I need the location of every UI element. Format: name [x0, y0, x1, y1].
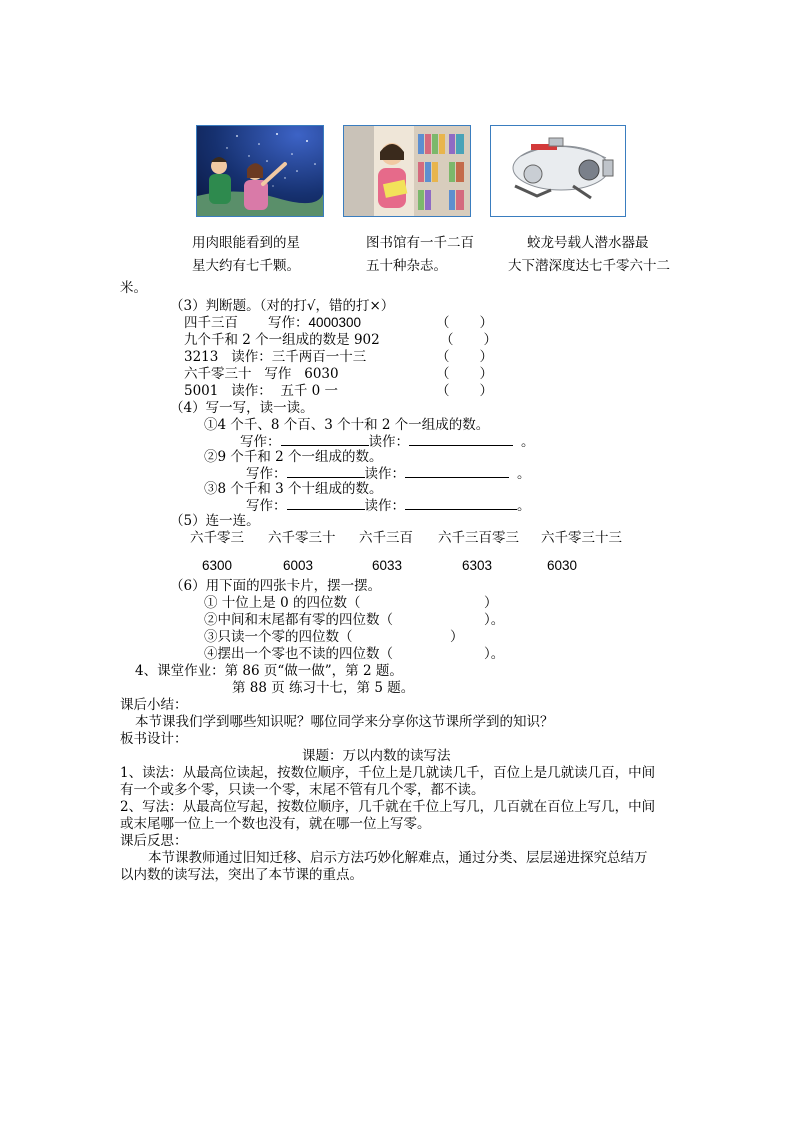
- connect-word[interactable]: 六千零三: [190, 530, 244, 546]
- connect-word[interactable]: 六千零三十三: [541, 530, 622, 546]
- stargazing-image: [196, 125, 324, 217]
- connect-number[interactable]: 6033: [372, 558, 403, 573]
- read-label: 读作：: [364, 466, 405, 482]
- write-question: ③8 个千和 3 个十组成的数。: [204, 481, 383, 497]
- write-label: 写作：: [240, 434, 281, 450]
- caption-submersible-2: 大下潜深度达七千零六十二: [508, 258, 670, 274]
- homework-line-2: 第 88 页 练习十七，第 5 题。: [232, 680, 415, 696]
- judge-answer-box[interactable]: （ ）: [436, 315, 494, 331]
- board-writing-rule-cont: 或末尾哪一位上一个数也没有，就在哪一位上写零。: [120, 816, 431, 832]
- cards-item-end: ）。: [484, 612, 505, 628]
- read-blank[interactable]: [405, 477, 509, 478]
- board-writing-rule: 2、写法：从最高位写起，按数位顺序，几千就在千位上写几，几百就在百位上写几，中间: [120, 799, 656, 815]
- judge-heading: （3）判断题。（对的打√，错的打×）: [170, 298, 395, 314]
- connect-number[interactable]: 6030: [547, 558, 578, 573]
- write-heading: （4）写一写，读一读。: [170, 400, 314, 416]
- reflection-line-1: 本节课教师通过旧知迁移、启示方法巧妙化解难点，通过分类、层层递进探究总结万: [148, 850, 648, 866]
- summary-body: 本节课我们学到哪些知识呢？哪位同学来分享你这节课所学到的知识？: [135, 714, 554, 730]
- cards-heading: （6）用下面的四张卡片，摆一摆。: [170, 578, 382, 594]
- connect-number[interactable]: 6303: [462, 558, 493, 573]
- submersible-image: [490, 125, 626, 217]
- caption-library-1: 图书馆有一千二百: [366, 235, 474, 251]
- end-mark: 。: [517, 498, 531, 514]
- judge-row-text: 四千三百 写作：4000300: [184, 315, 362, 330]
- cards-item-end: ）: [450, 629, 464, 645]
- cards-item-text: ③只读一个零的四位数（: [204, 629, 353, 645]
- summary-heading: 课后小结：: [120, 697, 188, 712]
- caption-stars-2: 星大约有七千颗。: [192, 258, 300, 274]
- connect-heading: （5）连一连。: [170, 513, 260, 529]
- write-question: ①4 个千、8 个百、3 个十和 2 个一组成的数。: [204, 417, 490, 433]
- connect-word[interactable]: 六千三百零三: [438, 530, 519, 546]
- library-image: [343, 125, 471, 217]
- connect-number[interactable]: 6300: [202, 558, 233, 573]
- judge-answer-box[interactable]: （ ）: [436, 349, 494, 365]
- homework-line-1: 4、课堂作业：第 86 页“做一做”，第 2 题。: [135, 663, 403, 679]
- judge-answer-box[interactable]: （ ）: [436, 383, 494, 399]
- board-heading: 板书设计：: [120, 731, 188, 746]
- connect-word[interactable]: 六千三百: [359, 530, 413, 546]
- judge-row-text: 九个千和 2 个一组成的数是 902: [184, 332, 380, 348]
- judge-row-text: 5001 读作： 五千 0 一: [184, 383, 338, 399]
- write-label: 写作：: [246, 466, 287, 482]
- read-label: 读作：: [364, 498, 405, 514]
- connect-word[interactable]: 六千零三十: [268, 530, 336, 546]
- write-blank[interactable]: [287, 509, 365, 510]
- cards-item-end: ）: [484, 595, 498, 611]
- cards-item-end: ）。: [484, 646, 505, 662]
- reflection-heading: 课后反思：: [120, 833, 188, 848]
- end-mark: 。: [517, 466, 531, 482]
- caption-library-2: 五十种杂志。: [366, 258, 447, 274]
- read-blank[interactable]: [405, 509, 517, 510]
- write-answer-line: [246, 494, 531, 514]
- cards-item-text: ④摆出一个零也不读的四位数（: [204, 646, 393, 662]
- read-label: 读作：: [368, 434, 409, 450]
- connect-number[interactable]: 6003: [283, 558, 314, 573]
- cards-item-text: ②中间和末尾都有零的四位数（: [204, 612, 393, 628]
- write-question: ②9 个千和 2 个一组成的数。: [204, 449, 383, 465]
- caption-stars-1: 用肉眼能看到的星: [192, 235, 300, 251]
- end-mark: 。: [521, 434, 535, 450]
- board-title: 课题：万以内数的读写法: [302, 748, 451, 764]
- judge-row-text: 3213 读作：三千两百一十三: [184, 349, 367, 365]
- judge-answer-box[interactable]: （ ）: [440, 332, 498, 348]
- board-reading-rule-cont: 有一个或多个零，只读一个零，末尾不管有几个零，都不读。: [120, 782, 485, 798]
- caption-submersible-1: 蛟龙号载人潜水器最: [527, 235, 649, 251]
- judge-answer-box[interactable]: （ ）: [436, 366, 494, 382]
- judge-row-text: 六千零三十 写作 6030: [184, 366, 339, 382]
- write-label: 写作：: [246, 498, 287, 514]
- board-reading-rule: 1、读法：从最高位读起，按数位顺序，千位上是几就读几千，百位上是几就读几百，中间: [120, 765, 656, 781]
- cards-item-text: ① 十位上是 0 的四位数（: [204, 595, 361, 611]
- caption-continuation: 米。: [120, 280, 147, 296]
- read-blank[interactable]: [409, 445, 513, 446]
- reflection-line-2: 以内数的读写法，突出了本节课的重点。: [120, 867, 363, 883]
